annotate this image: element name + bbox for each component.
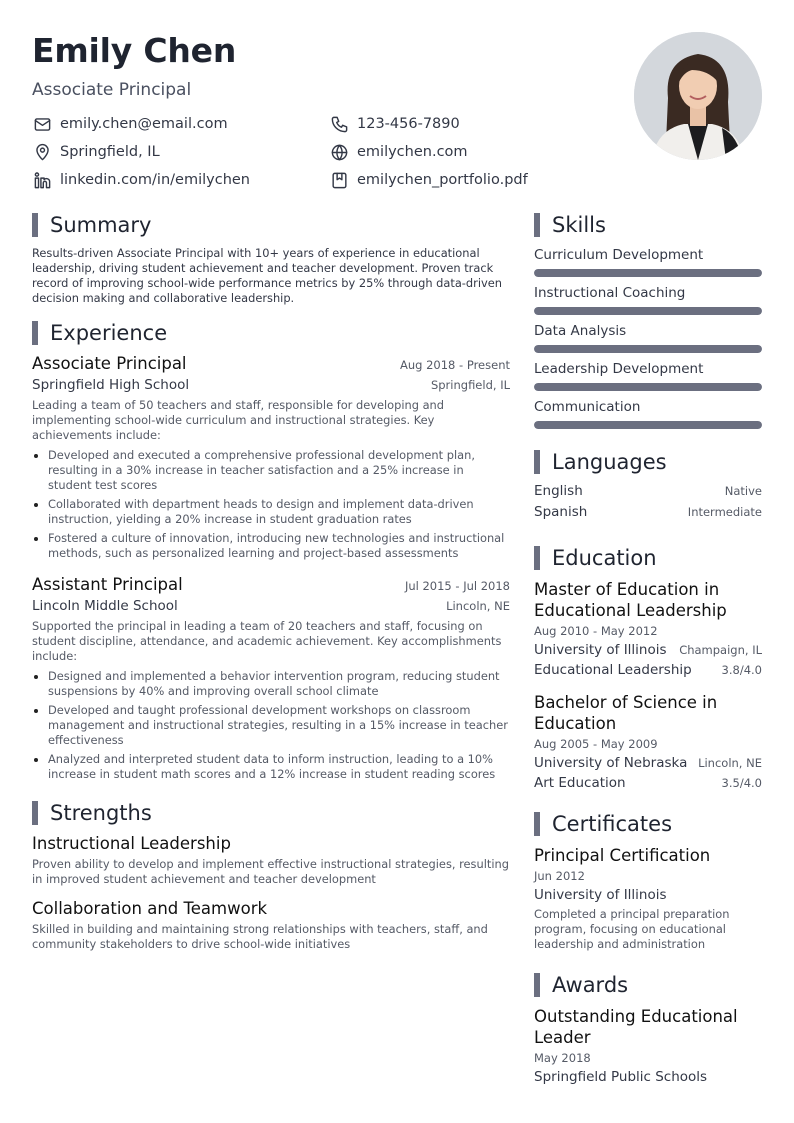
globe-icon	[329, 142, 349, 162]
summary-heading-text: Summary	[50, 213, 152, 237]
portfolio-text: emilychen_portfolio.pdf	[357, 172, 528, 188]
skill-item	[534, 322, 762, 353]
bullet-item: Collaborated with department heads to design and implement data-driven instruction, yielding a 20% increase in student graduation rates	[32, 497, 510, 527]
linkedin-icon	[32, 170, 52, 190]
bookmark-file-icon	[329, 170, 349, 190]
linkedin-text: linkedin.com/in/emilychen	[60, 172, 250, 188]
job-entry	[32, 354, 510, 561]
job-role: Assistant Principal	[32, 575, 183, 594]
contact-list	[32, 114, 592, 190]
degree-name: Bachelor of Science in Education	[534, 693, 718, 733]
strengths-heading-text: Strengths	[50, 801, 152, 825]
school-location: Lincoln, NE	[698, 756, 762, 770]
language-item	[534, 504, 762, 525]
summary-heading	[32, 212, 510, 238]
contact-linkedin[interactable]	[32, 170, 329, 190]
certificate-date: Jun 2012	[534, 869, 585, 883]
education-dates: Aug 2010 - May 2012	[534, 624, 658, 638]
job-org: Springfield High School	[32, 377, 190, 393]
map-pin-icon	[32, 142, 52, 162]
strength-name: Collaboration and Teamwork	[32, 899, 268, 918]
skill-name: Curriculum Development	[534, 247, 704, 263]
skill-name: Leadership Development	[534, 361, 704, 377]
certificate-name: Principal Certification	[534, 846, 711, 865]
profile-photo	[634, 32, 762, 160]
phone-icon	[329, 114, 349, 134]
section-accent-bar	[534, 973, 540, 997]
job-description: Leading a team of 50 teachers and staff, responsible for developing and implementing school-wide curriculum and instructional strategies. Key achievements include:	[32, 398, 445, 442]
candidate-title: Associate Principal	[32, 80, 192, 100]
job-dates: Aug 2018 - Present	[400, 358, 510, 372]
experience-heading-text: Experience	[50, 321, 168, 345]
resume-header	[32, 30, 592, 190]
skill-level-bar	[534, 383, 762, 391]
job-org: Lincoln Middle School	[32, 598, 178, 614]
job-bullets	[32, 448, 510, 561]
school-name: University of Illinois	[534, 642, 667, 658]
contact-portfolio[interactable]	[329, 170, 589, 190]
education-dates: Aug 2005 - May 2009	[534, 737, 658, 751]
skill-item	[534, 398, 762, 429]
candidate-name: Emily Chen	[32, 31, 237, 70]
skill-name: Communication	[534, 399, 641, 415]
job-description: Supported the principal in leading a team of 20 teachers and staff, focusing on student discipline, attendance, and academic achievement. Key accomplishments include:	[32, 619, 502, 663]
skill-item	[534, 360, 762, 391]
job-location: Lincoln, NE	[446, 599, 510, 613]
contact-email[interactable]	[32, 114, 329, 134]
bullet-item: Fostered a culture of innovation, introducing new technologies and instructional methods, such as personalized learning and project-based assessments	[32, 531, 510, 561]
school-name: University of Nebraska	[534, 755, 688, 771]
award-date: May 2018	[534, 1051, 591, 1065]
awards-heading-text: Awards	[552, 973, 629, 997]
bullet-item: Analyzed and interpreted student data to inform instruction, leading to a 10% increase in student math scores and a 12% increase in student reading scores	[32, 752, 510, 782]
skill-level-fill	[534, 383, 762, 391]
education-heading	[534, 545, 762, 571]
award-org: Springfield Public Schools	[534, 1069, 708, 1085]
strength-description: Skilled in building and maintaining strong relationships with teachers, staff, and community stakeholders to drive school-wide initiatives	[32, 922, 488, 951]
skill-item	[534, 246, 762, 277]
skill-level-bar	[534, 421, 762, 429]
job-entry	[32, 575, 510, 782]
field-of-study: Art Education	[534, 775, 626, 791]
right-column	[534, 212, 762, 1085]
language-level: Intermediate	[687, 505, 762, 519]
section-accent-bar	[32, 321, 38, 345]
awards-heading	[534, 972, 762, 998]
left-column	[32, 212, 510, 952]
website-text: emilychen.com	[357, 144, 468, 160]
gpa: 3.5/4.0	[721, 776, 762, 790]
certificates-heading-text: Certificates	[552, 812, 673, 836]
skills-heading	[534, 212, 762, 238]
job-bullets	[32, 669, 510, 782]
education-entry	[534, 692, 762, 791]
school-location: Champaign, IL	[679, 643, 762, 657]
language-item	[534, 483, 762, 504]
summary-text: Results-driven Associate Principal with 10+ years of experience in educational leadership, driving student achievement and teacher development. Proven track record of improving school-wide performance metrics by 25% through data-driven decision making and collaborative leadership.	[32, 246, 502, 305]
skill-level-fill	[534, 307, 762, 315]
award-entry	[534, 1006, 762, 1085]
education-heading-text: Education	[552, 546, 657, 570]
bullet-item: Developed and executed a comprehensive professional development plan, resulting in a 30% increase in teacher satisfaction and a 25% increase in student test scores	[32, 448, 510, 493]
mail-icon	[32, 114, 52, 134]
section-accent-bar	[534, 213, 540, 237]
bullet-item: Developed and taught professional development workshops on classroom management and instructional strategies, resulting in a 15% increase in teacher effectiveness	[32, 703, 510, 748]
skill-level-fill	[534, 421, 762, 429]
section-accent-bar	[534, 812, 540, 836]
location-text: Springfield, IL	[60, 144, 160, 160]
award-name: Outstanding Educational Leader	[534, 1007, 738, 1047]
contact-location	[32, 142, 329, 162]
bullet-item: Designed and implemented a behavior intervention program, reducing student suspensions by 40% and improving overall school climate	[32, 669, 510, 699]
skills-heading-text: Skills	[552, 213, 606, 237]
skill-level-fill	[534, 269, 762, 277]
education-entry	[534, 579, 762, 678]
section-accent-bar	[32, 801, 38, 825]
section-accent-bar	[534, 450, 540, 474]
skill-level-fill	[534, 345, 762, 353]
skill-name: Data Analysis	[534, 323, 627, 339]
strength-name: Instructional Leadership	[32, 834, 231, 853]
language-name: Spanish	[534, 504, 588, 520]
field-of-study: Educational Leadership	[534, 662, 692, 678]
email-text: emily.chen@email.com	[60, 116, 228, 132]
section-accent-bar	[32, 213, 38, 237]
certificates-heading	[534, 811, 762, 837]
language-level: Native	[724, 484, 762, 498]
languages-heading	[534, 449, 762, 475]
skill-item	[534, 284, 762, 315]
section-accent-bar	[534, 546, 540, 570]
certificate-org: University of Illinois	[534, 887, 667, 903]
phone-text: 123-456-7890	[357, 116, 460, 132]
contact-website[interactable]	[329, 142, 589, 162]
skill-level-bar	[534, 269, 762, 277]
job-role: Associate Principal	[32, 354, 187, 373]
certificate-entry	[534, 845, 762, 952]
gpa: 3.8/4.0	[721, 663, 762, 677]
job-dates: Jul 2015 - Jul 2018	[404, 579, 510, 593]
experience-heading	[32, 320, 510, 346]
degree-name: Master of Education in Educational Leadership	[534, 580, 727, 620]
language-name: English	[534, 483, 583, 499]
skill-name: Instructional Coaching	[534, 285, 686, 301]
strengths-heading	[32, 800, 510, 826]
skill-level-bar	[534, 307, 762, 315]
contact-phone[interactable]	[329, 114, 589, 134]
languages-heading-text: Languages	[552, 450, 667, 474]
skill-level-bar	[534, 345, 762, 353]
certificate-description: Completed a principal preparation program, focusing on educational leadership and administration	[534, 907, 730, 951]
strength-description: Proven ability to develop and implement effective instructional strategies, resulting in improved student achievement and teacher development	[32, 857, 509, 886]
job-location: Springfield, IL	[430, 378, 510, 392]
strength-entry	[32, 899, 510, 952]
strength-entry	[32, 834, 510, 887]
